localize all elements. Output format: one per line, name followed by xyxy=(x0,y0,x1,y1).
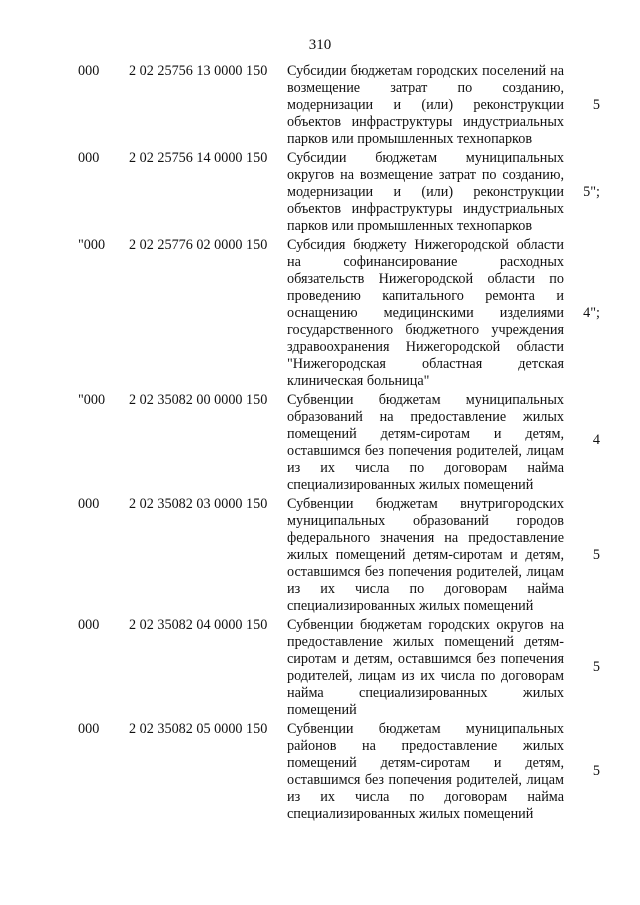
revenue-description: Субсидии бюджетам городских поселений на возмещение затрат по созданию, модернизации и (или) реконструкции объектов инфраструктуры индустриальных парков или промышленных технопарков xyxy=(287,63,564,147)
budget-classification-code: 2 02 25756 14 0000 150 xyxy=(129,150,268,166)
admin-code: 000 xyxy=(78,496,100,512)
amount-value: 5"; xyxy=(583,184,600,200)
budget-classification-code: 2 02 25756 13 0000 150 xyxy=(129,63,268,79)
table-row xyxy=(0,721,640,823)
admin-code: 000 xyxy=(78,721,100,737)
budget-classification-code: 2 02 35082 00 0000 150 xyxy=(129,392,268,408)
table-row xyxy=(0,237,640,390)
budget-code-table xyxy=(0,63,640,823)
revenue-description: Субвенции бюджетам внутригородских муниципальных образований городов федерального значения на предоставление жилых помещений детям-сиротам и детям, оставшимся без попечения родителей, лицам из их числа по договорам найма специализированных жилых помещений xyxy=(287,496,564,614)
amount-value: 5 xyxy=(592,763,600,779)
admin-code: 000 xyxy=(78,63,100,79)
budget-classification-code: 2 02 35082 05 0000 150 xyxy=(129,721,268,737)
revenue-description: Субвенции бюджетам муниципальных образований на предоставление жилых помещений детям-сиротам и детям, оставшимся без попечения родителей, лицам из их числа по договорам найма специализированных жилых помещений xyxy=(287,392,564,493)
revenue-description: Субвенции бюджетам городских округов на предоставление жилых помещений детям-сиротам и детям, оставшимся без попечения родителей, лицам из их числа по договорам найма специализированных жилых помещений xyxy=(287,617,564,718)
amount-value: 5 xyxy=(592,97,600,113)
page-number: 310 xyxy=(308,37,332,53)
table-row xyxy=(0,617,640,719)
table-row xyxy=(0,63,640,148)
amount-value: 5 xyxy=(592,547,600,563)
revenue-description: Субвенции бюджетам муниципальных районов на предоставление жилых помещений детям-сиротам и детям, оставшимся без попечения родителей, лицам из их числа по договорам найма специализированных жилых помещений xyxy=(287,721,564,822)
admin-code: "000 xyxy=(78,392,106,408)
amount-value: 4 xyxy=(592,432,600,448)
table-row xyxy=(0,392,640,494)
table-row xyxy=(0,150,640,235)
admin-code: 000 xyxy=(78,150,100,166)
admin-code: "000 xyxy=(78,237,106,253)
revenue-description: Субсидии бюджетам муниципальных округов на возмещение затрат по созданию, модернизации и (или) реконструкции объектов инфраструктуры индустриальных парков или промышленных технопарков xyxy=(287,150,564,234)
budget-classification-code: 2 02 25776 02 0000 150 xyxy=(129,237,268,253)
amount-value: 4"; xyxy=(583,305,600,321)
admin-code: 000 xyxy=(78,617,100,633)
amount-value: 5 xyxy=(592,659,600,675)
budget-classification-code: 2 02 35082 04 0000 150 xyxy=(129,617,268,633)
revenue-description: Субсидия бюджету Нижегородской области на софинансирование расходных обязательств Нижегородской области по проведению капитального ремонта и оснащению медицинскими изделиями государственного бюджетного учреждения здравоохранения Нижегородской области "Нижегородская областная детская клиническая больница" xyxy=(287,237,564,389)
table-row xyxy=(0,496,640,615)
budget-classification-code: 2 02 35082 03 0000 150 xyxy=(129,496,268,512)
